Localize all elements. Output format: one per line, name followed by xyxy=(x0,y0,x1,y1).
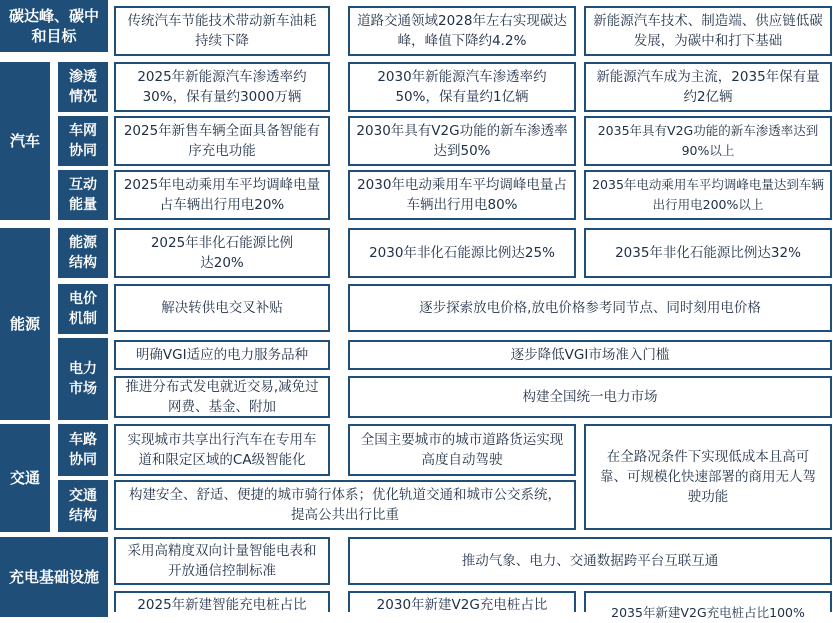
subcategory-road-coordination: 车路协同 xyxy=(58,424,108,476)
cell-charging-2025-b: 2025年新建智能充电桩占比 xyxy=(114,591,330,612)
category-auto: 汽车 xyxy=(0,62,50,220)
cell-energy-structure-2025: 2025年非化石能源比例达20% xyxy=(114,228,330,278)
cell-penetration-2030: 2030年新能源汽车渗透率约50%，保有量约1亿辆 xyxy=(348,62,576,112)
category-charging: 充电基础设施 xyxy=(0,537,108,617)
cell-grid-coord-2035: 2035年具有V2G功能的新车渗透率达到90%以上 xyxy=(584,116,832,166)
cell-penetration-2035: 新能源汽车成为主流，2035年保有量约2亿辆 xyxy=(584,62,832,112)
category-carbon: 碳达峰、碳中和目标 xyxy=(0,0,108,52)
cell-energy-structure-2035: 2035年非化石能源比例达32% xyxy=(584,228,832,278)
cell-road-coord-2025: 实现城市共享出行汽车在专用车道和限定区域的CA级智能化 xyxy=(114,424,330,476)
cell-price-mechanism-2025: 解决转供电交叉补贴 xyxy=(114,284,330,332)
cell-road-coord-2035: 在全路况条件下实现低成本且高可靠、可规模化快速部署的商用无人驾驶功能 xyxy=(584,424,832,530)
cell-carbon-2025: 传统汽车节能技术带动新车油耗持续下降 xyxy=(114,6,330,56)
cell-interaction-2035: 2035年电动乘用车平均调峰电量达到车辆出行用电200%以上 xyxy=(584,170,832,220)
category-traffic: 交通 xyxy=(0,424,50,532)
cell-carbon-2035: 新能源汽车技术、制造端、供应链低碳发展，为碳中和打下基础 xyxy=(584,6,832,56)
cell-energy-structure-2030: 2030年非化石能源比例达25% xyxy=(348,228,576,278)
cell-power-market-2025-a: 明确VGI适应的电力服务品种 xyxy=(114,340,330,370)
cell-grid-coord-2025: 2025年新售车辆全面具备智能有序充电功能 xyxy=(114,116,330,166)
cell-charging-2025-a: 采用高精度双向计量智能电表和开放通信控制标准 xyxy=(114,537,330,585)
cell-charging-2030-b: 2030年新建V2G充电桩占比 xyxy=(348,591,576,612)
subcategory-interaction-energy: 互动能量 xyxy=(58,170,108,220)
cell-carbon-2030: 道路交通领域2028年左右实现碳达峰，峰值下降约4.2% xyxy=(348,6,576,56)
subcategory-energy-structure: 能源结构 xyxy=(58,228,108,278)
subcategory-traffic-structure: 交通结构 xyxy=(58,480,108,532)
cell-power-market-2030-b: 构建全国统一电力市场 xyxy=(348,376,832,418)
cell-price-mechanism-2030-2035: 逐步探索放电价格,放电价格参考同节点、同时刻用电价格 xyxy=(348,284,832,332)
cell-power-market-2025-b: 推进分布式发电就近交易,减免过网费、基金、附加 xyxy=(114,376,330,418)
cell-grid-coord-2030: 2030年具有V2G功能的新车渗透率达到50% xyxy=(348,116,576,166)
cell-penetration-2025: 2025年新能源汽车渗透率约30%，保有量约3000万辆 xyxy=(114,62,330,112)
cell-charging-2030-a: 推动气象、电力、交通数据跨平台互联互通 xyxy=(348,537,832,585)
category-energy: 能源 xyxy=(0,228,50,420)
cell-charging-2035-b: 2035年新建V2G充电桩占比100% xyxy=(584,591,832,612)
cell-interaction-2025: 2025年电动乘用车平均调峰电量占车辆出行用电20% xyxy=(114,170,330,220)
cell-power-market-2030-a: 逐步降低VGI市场准入门槛 xyxy=(348,340,832,370)
cell-road-coord-2030: 全国主要城市的城市道路货运实现高度自动驾驶 xyxy=(348,424,576,476)
cell-interaction-2030: 2030年电动乘用车平均调峰电量占车辆出行用电80% xyxy=(348,170,576,220)
cell-traffic-structure-2025-2030: 构建安全、舒适、便捷的城市骑行体系；优化轨道交通和城市公交系统，提高公共出行比重 xyxy=(114,480,576,530)
subcategory-grid-coordination: 车网协同 xyxy=(58,116,108,166)
subcategory-price-mechanism: 电价机制 xyxy=(58,284,108,334)
subcategory-power-market: 电力市场 xyxy=(58,338,108,420)
subcategory-penetration: 渗透情况 xyxy=(58,62,108,112)
